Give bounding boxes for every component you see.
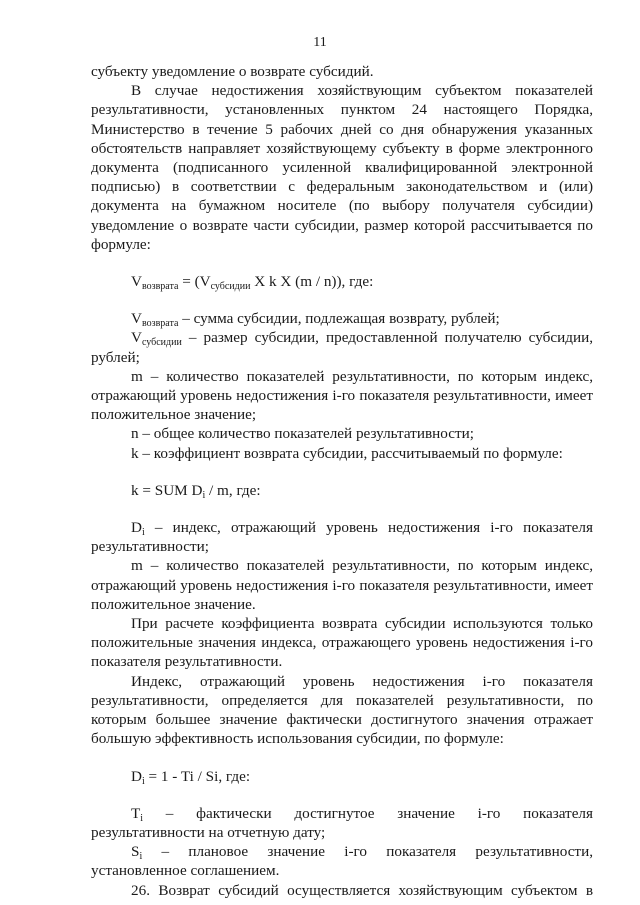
definition-v-subsidy: $V_{субсидии}$ – размер субсидии, предоставленной получателю субсидии, рублей; xyxy=(91,329,593,366)
definition-d: $D_i$ – индекс, отражающий уровень недостижения i-го показателя результативности; xyxy=(91,519,593,556)
paragraph-continuation: субъекту уведомление о возврате субсидий. xyxy=(91,63,374,80)
definition-s: $S_i$ – плановое значение i-го показателя результативности, установленное соглашением. xyxy=(91,843,593,880)
definition-v-return: $V_{возврата}$ – сумма субсидии, подлежащая возврату, рублей; xyxy=(131,310,500,330)
definition-k: k – коэффициент возврата субсидии, рассчитываемый по формуле: xyxy=(131,444,563,462)
definition-m-2: m – количество показателей результативности, по которым индекс, отражающий уровень недостижения i-го показателя результативности, имеет положительное значение. xyxy=(91,557,593,613)
definition-t: $T_i$ – фактически достигнутое значение i-го показателя результативности на отчетную дату; xyxy=(91,804,593,841)
paragraph-item-26: 26. Возврат субсидий осуществляется хозяйствующим субъектом в xyxy=(131,881,593,899)
formula-d: $D_i = 1 - Ti / Si$, где: xyxy=(131,767,251,787)
paragraph-index: Индекс, отражающий уровень недостижения i-го показателя результативности, определяется для показателей результативности, по которым большее значение фактически достигнутого значения отражает большую эффективность использования субсидии, по формуле: xyxy=(91,672,593,748)
document-body xyxy=(91,62,593,900)
definition-m: m – количество показателей результативности, по которым индекс, отражающий уровень недостижения i-го показателя результативности, имеет положительное значение; xyxy=(91,367,593,424)
definition-n: n – общее количество показателей результативности; xyxy=(131,425,474,443)
paragraph-return-notice: В случае недостижения хозяйствующим субъектом показателей результативности, установленных пунктом 24 настоящего Порядка, Министерство в течение 5 рабочих дней со дня обнаружения указанных обстоятельств направляет хозяйствующему субъекту в форме электронного документа (подписанного усиленной квалифицированной электронной подписью) в соответствии с федеральным законодательством и (или) документа на бумажном носителе (по выбору получателя субсидии) уведомление о возврате части субсидии, размер которой рассчитывается по формуле: xyxy=(91,82,593,253)
page-number: 11 xyxy=(313,35,327,50)
formula-return-amount: $V_{возврата} = (V_{субсидии}$ X k X (m / n)), где: xyxy=(131,273,374,293)
paragraph-coefficient: При расчете коэффициента возврата субсидии используются только положительные значения индекса, отражающего уровень недостижения i-го показателя результативности. xyxy=(91,615,593,671)
formula-k: k = SUM $D_i$ / m, где: xyxy=(131,481,261,501)
